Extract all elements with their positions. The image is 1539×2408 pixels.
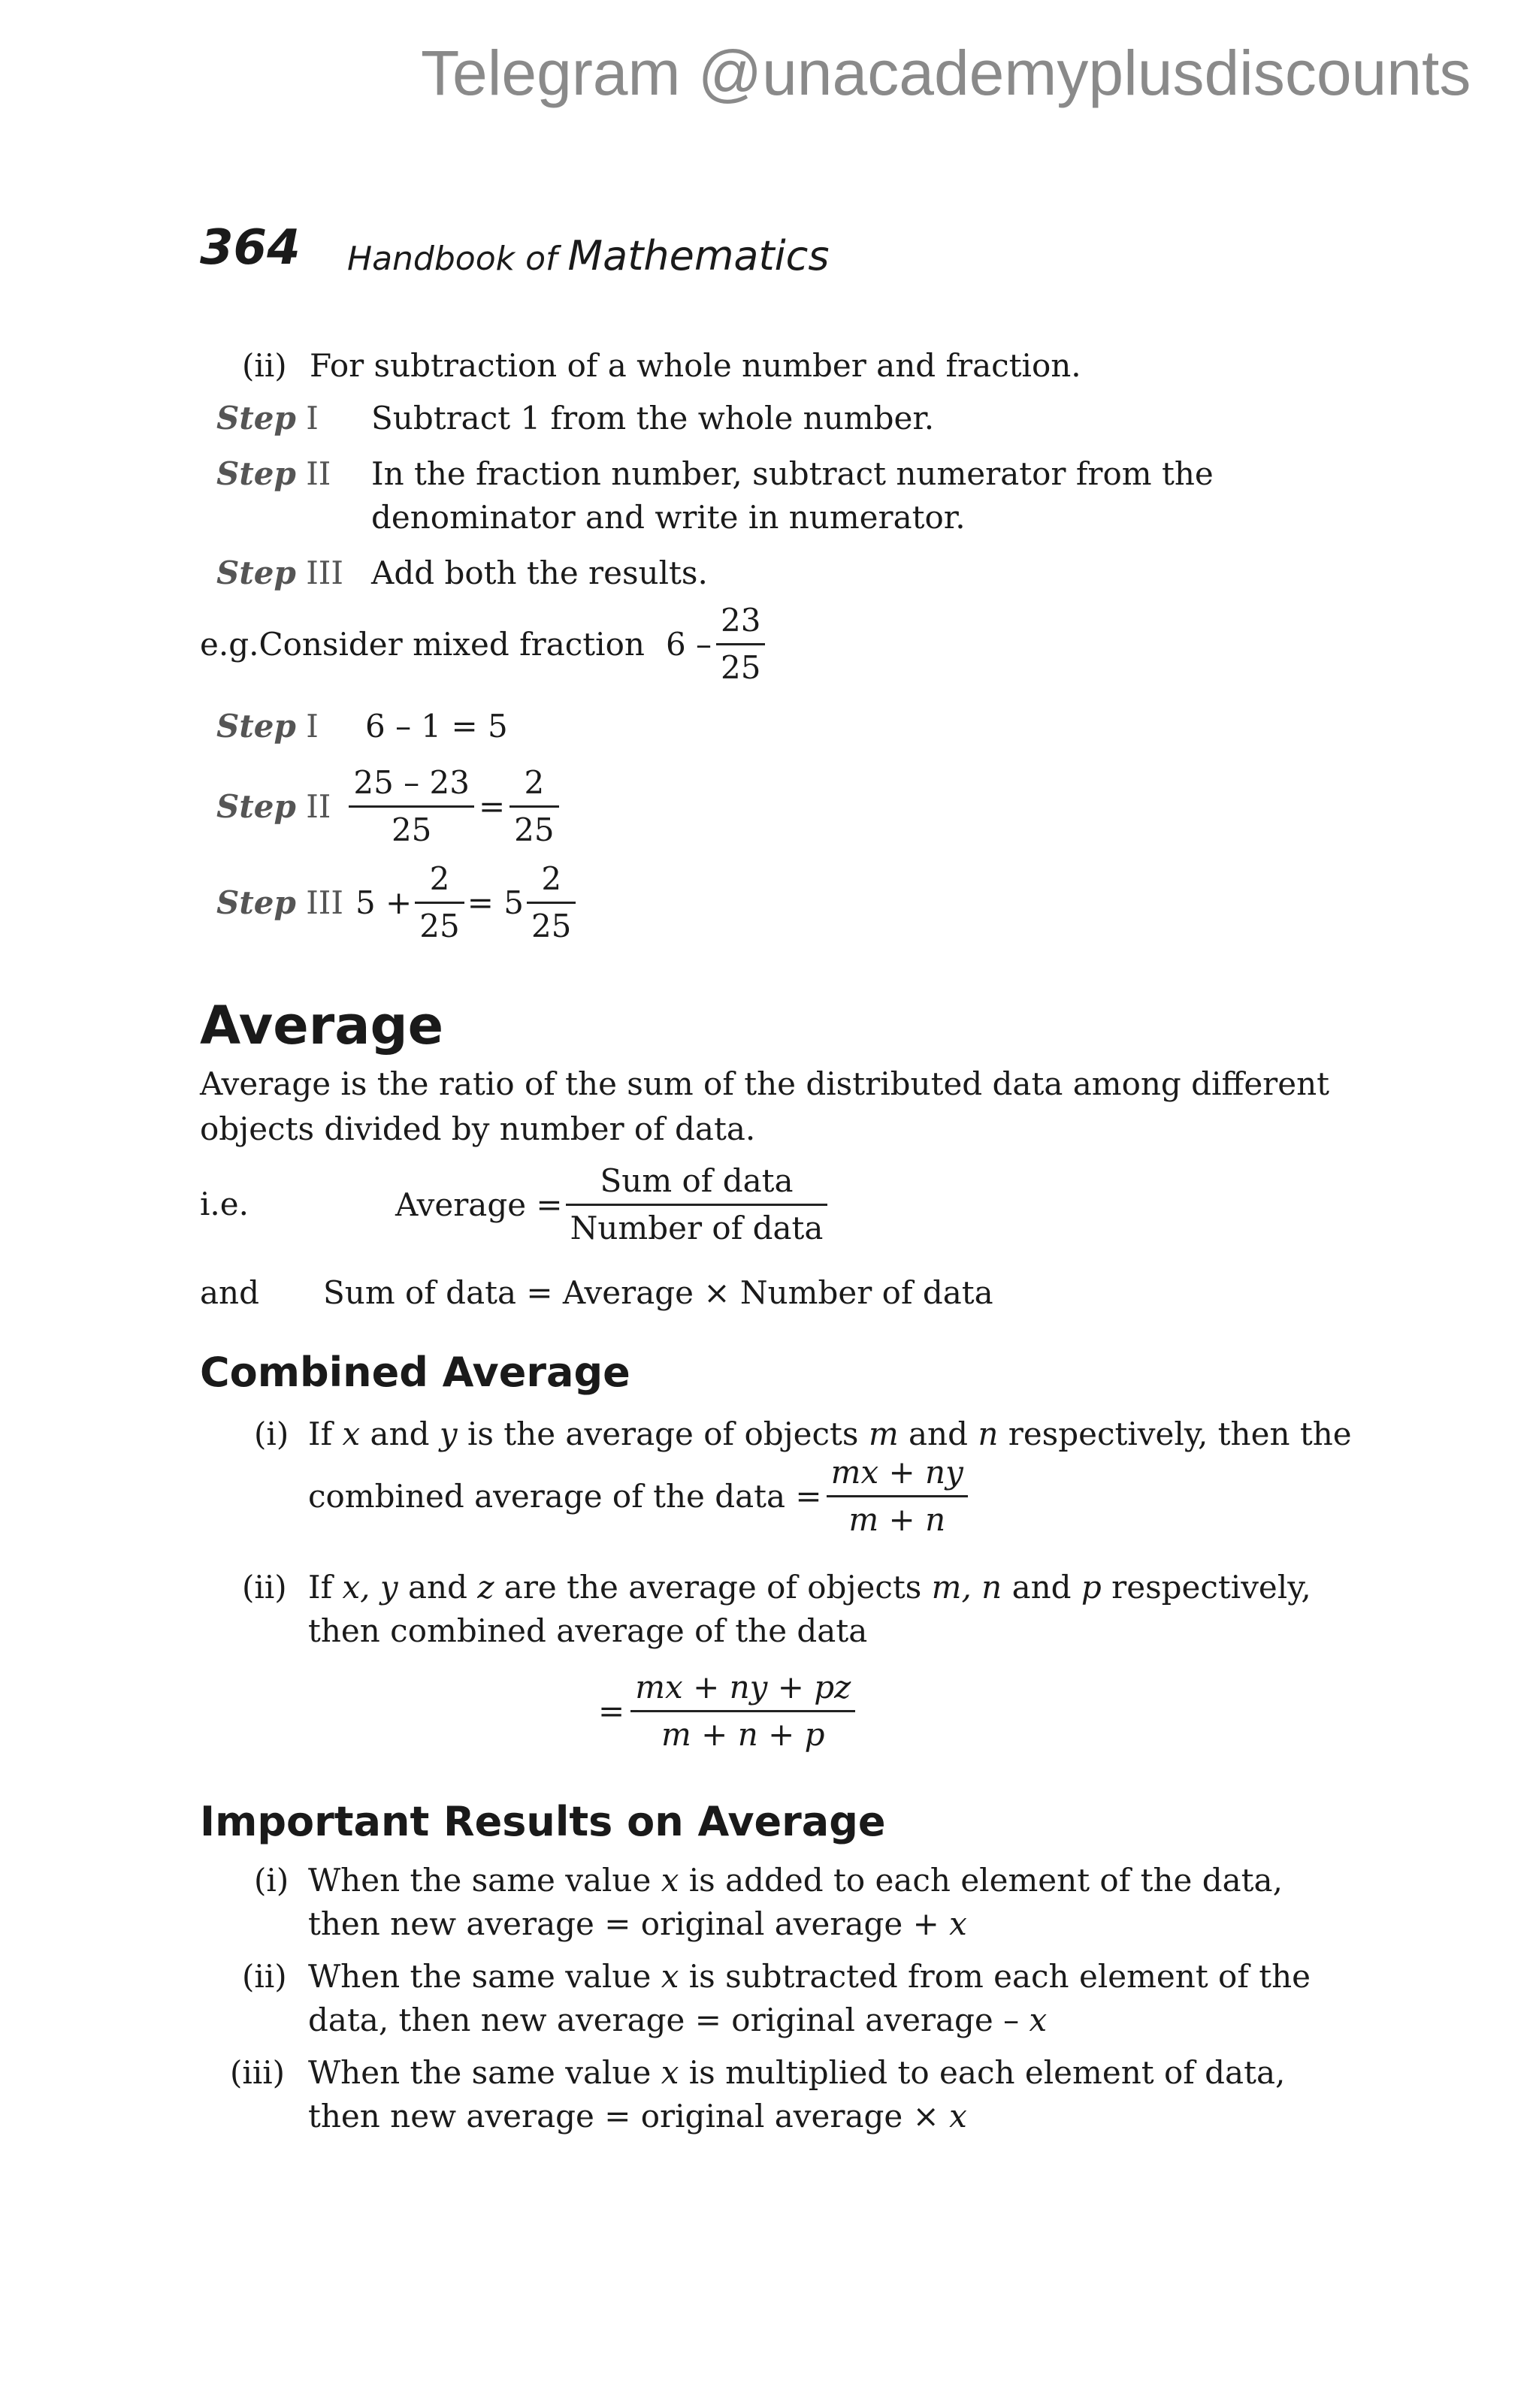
work-step-label: Step III [216, 884, 343, 921]
average-definition: Average is the ratio of the sum of the distributed data among different [200, 1065, 1330, 1102]
average-formula [395, 1159, 827, 1251]
step-label: Step III [216, 554, 343, 591]
combined-item-2: If x, y and z are the average of objects m, n and p respectively, [308, 1569, 1311, 1606]
fraction: $\frac{25 - 23}{25}$ [349, 760, 474, 853]
watermark: Telegram @unacademyplusdiscounts [421, 38, 1471, 108]
running-header-title: Mathematics [567, 232, 830, 279]
equals-sign: = [478, 787, 506, 825]
running-header-prefix: Handbook of [347, 240, 558, 278]
item-marker: (ii) [242, 1569, 287, 1606]
example-intro: e.g.Consider mixed fraction [200, 625, 645, 663]
combined-item-2-continued: then combined average of the data [308, 1612, 868, 1649]
work-step-label: Step II [216, 787, 331, 825]
section-heading-combined-average: Combined Average [200, 1349, 630, 1396]
work-step-3 [216, 857, 576, 949]
section-heading-important-results: Important Results on Average [200, 1798, 886, 1845]
result-item: When the same value x is subtracted from each element of the [308, 1958, 1311, 1995]
work-step-2 [216, 760, 559, 853]
equals-sign: = 5 [467, 884, 524, 921]
item-marker: (ii) [242, 347, 287, 384]
fraction: $\frac{\text{Sum of data}}{\text{Number of data}}$ [566, 1159, 828, 1251]
result-item-continued: data, then new average = original average – x [308, 2002, 1048, 2038]
result-item: When the same value x is added to each element of the data, [308, 1862, 1283, 1899]
item-marker: (i) [254, 1415, 289, 1452]
step-label: Step I [216, 400, 319, 437]
step-text: Subtract 1 from the whole number. [371, 400, 935, 437]
example-line [200, 598, 765, 690]
fraction: $\frac{2}{25}$ [415, 857, 464, 949]
ie-label: i.e. [200, 1186, 249, 1222]
work-step-expr: 6 – 1 = 5 [365, 708, 508, 745]
result-item: When the same value x is multiplied to each element of data, [308, 2054, 1286, 2091]
item-text: For subtraction of a whole number and fraction. [310, 347, 1081, 384]
running-header [347, 232, 830, 279]
step-text-continued: denominator and write in numerator. [371, 499, 966, 536]
and-label: and [200, 1274, 259, 1311]
result-item-continued: then new average = original average × x [308, 2098, 967, 2135]
formula-lhs: combined average of the data = [308, 1477, 822, 1515]
formula-lhs: Average = [395, 1186, 563, 1223]
work-step-label: Step I [216, 708, 319, 745]
fraction: $\frac{2}{25}$ [509, 760, 558, 853]
example-whole: 6 – [665, 625, 712, 663]
step-text: Add both the results. [371, 554, 708, 591]
step-text: In the fraction number, subtract numerator from the [371, 455, 1214, 492]
section-heading-average: Average [200, 995, 444, 1056]
combined-item-2-formula [598, 1665, 855, 1757]
item-marker: (ii) [242, 1958, 287, 1995]
combined-item-1-formula [308, 1450, 968, 1542]
equals-sign: = [598, 1692, 625, 1730]
result-item-continued: then new average = original average + x [308, 1905, 967, 1942]
step-label: Step II [216, 455, 331, 492]
item-marker: (iii) [230, 2054, 286, 2091]
average-definition-continued: objects divided by number of data. [200, 1110, 756, 1147]
sum-formula: Sum of data = Average × Number of data [323, 1274, 993, 1311]
fraction: $\frac{2}{25}$ [527, 857, 576, 949]
fraction: $\frac{mx + ny + pz}{m + n + p}$ [630, 1665, 855, 1757]
expr-lhs: 5 + [355, 884, 413, 921]
example-fraction: $\frac{23}{25}$ [716, 598, 765, 690]
page-number: 364 [200, 220, 301, 276]
combined-item-1: If x and y is the average of objects m and n respectively, then the [308, 1415, 1352, 1452]
item-marker: (i) [254, 1862, 289, 1899]
fraction: $\frac{mx + ny}{m + n}$ [827, 1450, 968, 1542]
